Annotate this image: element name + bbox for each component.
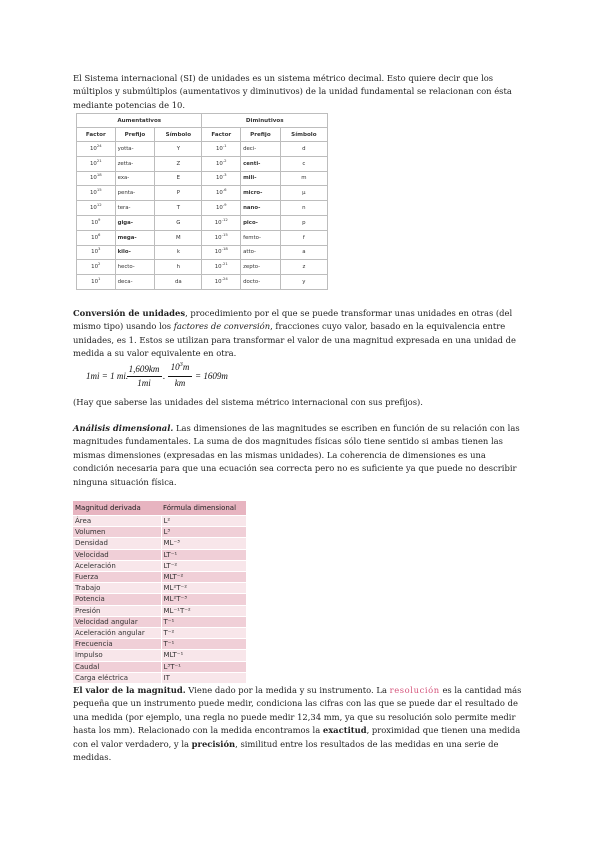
factor-cell: $10^{-12}$ xyxy=(202,215,241,230)
prefix-cell: zepto- xyxy=(241,260,281,275)
factor-cell: $10^1$ xyxy=(77,275,116,290)
symbol-cell: E xyxy=(155,171,202,186)
prefix-cell: mega- xyxy=(115,230,155,245)
prefix-cell: atto- xyxy=(241,245,281,260)
group-header-diminutivos: Diminutivos xyxy=(202,114,328,128)
conversion-text-b: , fracciones cuyo valor, basado en la equivalencia entre unidades, es 1. Estos se utilizan para transformar el valor de una magnitud expresada en una unidad de medida a su valor equivalente en otra. xyxy=(73,321,516,359)
dimensional-paragraph xyxy=(73,422,528,489)
si-table-header-row xyxy=(77,128,328,142)
factor-cell: $10^9$ xyxy=(77,215,116,230)
si-table-row xyxy=(77,186,328,201)
group-header-aumentativos: Aumentativos xyxy=(77,114,202,128)
prefix-cell: nano- xyxy=(241,201,281,216)
prefix-cell: giga- xyxy=(115,215,155,230)
dim-table-row xyxy=(73,605,246,616)
factor-cell: $10^{12}$ xyxy=(77,201,116,216)
factor-cell: $10^{-15}$ xyxy=(202,230,241,245)
magnitud-cell: Frecuencia xyxy=(73,639,161,650)
si-table-row xyxy=(77,230,328,245)
si-table-row xyxy=(77,142,328,157)
formula-cell: LT⁻¹ xyxy=(161,549,246,560)
magnitud-cell: Aceleración xyxy=(73,560,161,571)
dim-table-row xyxy=(73,628,246,639)
prefix-cell: micro- xyxy=(241,186,281,201)
formula-cell: LT⁻² xyxy=(161,560,246,571)
dim-table-row xyxy=(73,527,246,538)
dimension-table-container xyxy=(73,501,246,682)
dim-table-row xyxy=(73,594,246,605)
factor-cell: $10^{-21}$ xyxy=(202,260,241,275)
formula-cell: IT xyxy=(161,672,246,683)
formula-fraction-bar xyxy=(127,376,162,377)
dim-table-body xyxy=(73,516,246,684)
formula-cell: T⁻¹ xyxy=(161,639,246,650)
magnitud-cell: Trabajo xyxy=(73,583,161,594)
formula-dot: . xyxy=(163,371,166,381)
magnitud-cell: Caudal xyxy=(73,661,161,672)
formula-cell: L³T⁻¹ xyxy=(161,661,246,672)
symbol-cell: G xyxy=(155,215,202,230)
measure-title: El valor de la magnitud. xyxy=(73,685,186,695)
symbol-cell: f xyxy=(280,230,327,245)
conversion-term: factores de conversión xyxy=(173,321,271,332)
dim-table-row xyxy=(73,672,246,683)
conversion-title: Conversión de unidades xyxy=(73,308,186,318)
magnitud-cell: Velocidad xyxy=(73,549,161,560)
prefix-cell: exa- xyxy=(115,171,155,186)
formula-cell: ML²T⁻³ xyxy=(161,594,246,605)
conversion-text-a: , procedimiento por el que se puede transformar unas unidades en otras (del mismo tipo) usando los xyxy=(73,308,513,332)
symbol-cell: M xyxy=(155,230,202,245)
factor-cell: $10^6$ xyxy=(77,230,116,245)
symbol-cell: k xyxy=(155,245,202,260)
si-table-row xyxy=(77,171,328,186)
magnitud-cell: Volumen xyxy=(73,527,161,538)
formula-cell: L² xyxy=(161,516,246,527)
measure-text-c: , proximidad que tienen una medida con el valor verdadero, y la xyxy=(73,725,521,749)
col-header: Prefijo xyxy=(241,128,281,142)
factor-cell: $10^{-3}$ xyxy=(202,171,241,186)
factor-cell: $10^{24}$ xyxy=(77,142,116,157)
factor-cell: $10^{-9}$ xyxy=(202,201,241,216)
prefix-cell: hecto- xyxy=(115,260,155,275)
symbol-cell: m xyxy=(280,171,327,186)
intro-text: El Sistema internacional (SI) de unidades es un sistema métrico decimal. Esto quiere decir que los múltiplos y submúltiplos (aumentativos y diminutivos) de la unidad fundamental se relacionan con ésta mediante potencias de 10. xyxy=(73,73,512,110)
col-header: Símbolo xyxy=(155,128,202,142)
symbol-cell: μ xyxy=(280,186,327,201)
conversion-formula xyxy=(86,362,246,392)
factor-cell: $10^{21}$ xyxy=(77,156,116,171)
formula-lhs: 1mi = 1 mi. xyxy=(86,371,129,381)
factor-cell: $10^{-24}$ xyxy=(202,275,241,290)
dim-table-row xyxy=(73,650,246,661)
si-table-group-row xyxy=(77,114,328,128)
si-table-row xyxy=(77,260,328,275)
prefix-cell: yotta- xyxy=(115,142,155,157)
dim-table-header-row xyxy=(73,501,246,516)
formula-cell: L³ xyxy=(161,527,246,538)
magnitud-cell: Área xyxy=(73,516,161,527)
formula-num2: $10^3m$ xyxy=(170,361,190,372)
magnitud-cell: Impulso xyxy=(73,650,161,661)
factor-cell: $10^{-6}$ xyxy=(202,186,241,201)
symbol-cell: z xyxy=(280,260,327,275)
note-paragraph xyxy=(73,396,528,409)
magnitud-cell: Fuerza xyxy=(73,572,161,583)
dim-table-row xyxy=(73,549,246,560)
formula-result: = 1609m xyxy=(195,371,228,381)
factor-cell: $10^{-1}$ xyxy=(202,142,241,157)
col-header: Factor xyxy=(77,128,116,142)
symbol-cell: da xyxy=(155,275,202,290)
intro-paragraph xyxy=(73,72,528,112)
symbol-cell: y xyxy=(280,275,327,290)
prefix-cell: centi- xyxy=(241,156,281,171)
prefix-cell: deca- xyxy=(115,275,155,290)
dimensional-title: Análisis dimensional. xyxy=(73,423,174,433)
prefix-cell: tera- xyxy=(115,201,155,216)
magnitud-cell: Aceleración angular xyxy=(73,628,161,639)
magnitud-cell: Presión xyxy=(73,605,161,616)
conversion-paragraph xyxy=(73,307,528,361)
prefix-cell: femto- xyxy=(241,230,281,245)
formula-cell: T⁻¹ xyxy=(161,616,246,627)
si-table-body xyxy=(77,142,328,290)
symbol-cell: d xyxy=(280,142,327,157)
formula-fraction-bar xyxy=(168,376,192,377)
si-table-row xyxy=(77,201,328,216)
dim-table-row xyxy=(73,538,246,549)
symbol-cell: P xyxy=(155,186,202,201)
resolution-term: resolución xyxy=(389,685,440,695)
magnitud-cell: Densidad xyxy=(73,538,161,549)
formula-cell: MLT⁻² xyxy=(161,572,246,583)
symbol-cell: T xyxy=(155,201,202,216)
factor-cell: $10^{18}$ xyxy=(77,171,116,186)
col-header: Símbolo xyxy=(280,128,327,142)
symbol-cell: h xyxy=(155,260,202,275)
symbol-cell: p xyxy=(280,215,327,230)
formula-cell: ML⁻³ xyxy=(161,538,246,549)
dim-table-row xyxy=(73,516,246,527)
prefix-cell: docto- xyxy=(241,275,281,290)
formula-cell: MLT⁻¹ xyxy=(161,650,246,661)
accuracy-term: exactitud xyxy=(322,725,367,736)
symbol-cell: c xyxy=(280,156,327,171)
si-table-row xyxy=(77,215,328,230)
formula-den2: km xyxy=(174,378,186,388)
dim-table-row xyxy=(73,639,246,650)
prefix-cell: zetta- xyxy=(115,156,155,171)
symbol-cell: n xyxy=(280,201,327,216)
symbol-cell: a xyxy=(280,245,327,260)
prefix-cell: deci- xyxy=(241,142,281,157)
formula-cell: ML⁻¹T⁻² xyxy=(161,605,246,616)
dimensional-text: Las dimensiones de las magnitudes se escriben en función de su relación con las magnitudes fundamentales. La suma de dos magnitudes físicas sólo tiene sentido si ambas tienen las mismas dimensiones (expresadas en las mismas unidades). La coherencia de dimensiones es una condición necesaria para que una ecuación sea correcta pero no es suficiente ya que puede no describir ninguna situación física. xyxy=(73,423,520,487)
dimension-table xyxy=(73,501,246,684)
col-header-magnitud: Magnitud derivada xyxy=(73,501,161,516)
col-header-formula: Fórmula dimensional xyxy=(161,501,246,516)
dim-table-row xyxy=(73,616,246,627)
prefix-cell: kilo- xyxy=(115,245,155,260)
magnitud-cell: Velocidad angular xyxy=(73,616,161,627)
factor-cell: $10^{-18}$ xyxy=(202,245,241,260)
si-table-row xyxy=(77,245,328,260)
symbol-cell: Y xyxy=(155,142,202,157)
si-prefix-table xyxy=(76,113,328,290)
si-table-row xyxy=(77,275,328,290)
factor-cell: $10^2$ xyxy=(77,260,116,275)
magnitud-cell: Potencia xyxy=(73,594,161,605)
formula-num1: 1,609km xyxy=(128,364,160,374)
note-text: (Hay que saberse las unidades del sistema métrico internacional con sus prefijos). xyxy=(73,397,423,407)
dim-table-row xyxy=(73,661,246,672)
measure-text-b: es la cantidad más pequeña que un instrumento puede medir, condiciona las cifras con las que se puede dar el resultado de una medida (por ejemplo, una regla no puede medir 12,34 mm, ya que su resolución solo permite medir hasta los mm). Relacionado con la medida encontramos la xyxy=(73,685,522,736)
col-header: Factor xyxy=(202,128,241,142)
dim-table-row xyxy=(73,572,246,583)
prefix-cell: pico- xyxy=(241,215,281,230)
precision-term: precisión xyxy=(191,738,236,749)
factor-cell: $10^3$ xyxy=(77,245,116,260)
measure-paragraph xyxy=(73,684,528,764)
formula-cell: ML²T⁻² xyxy=(161,583,246,594)
prefix-cell: penta- xyxy=(115,186,155,201)
formula-cell: T⁻² xyxy=(161,628,246,639)
symbol-cell: Z xyxy=(155,156,202,171)
factor-cell: $10^{-2}$ xyxy=(202,156,241,171)
formula-den1: 1mi xyxy=(137,378,151,388)
col-header: Prefijo xyxy=(115,128,155,142)
measure-text-a: Viene dado por la medida y su instrumento. La xyxy=(185,685,390,695)
si-table-row xyxy=(77,156,328,171)
dim-table-row xyxy=(73,583,246,594)
magnitud-cell: Carga eléctrica xyxy=(73,672,161,683)
prefix-cell: mili- xyxy=(241,171,281,186)
dim-table-row xyxy=(73,560,246,571)
factor-cell: $10^{15}$ xyxy=(77,186,116,201)
measure-text-d: , similitud entre los resultados de las medidas en una serie de medidas. xyxy=(73,738,499,763)
